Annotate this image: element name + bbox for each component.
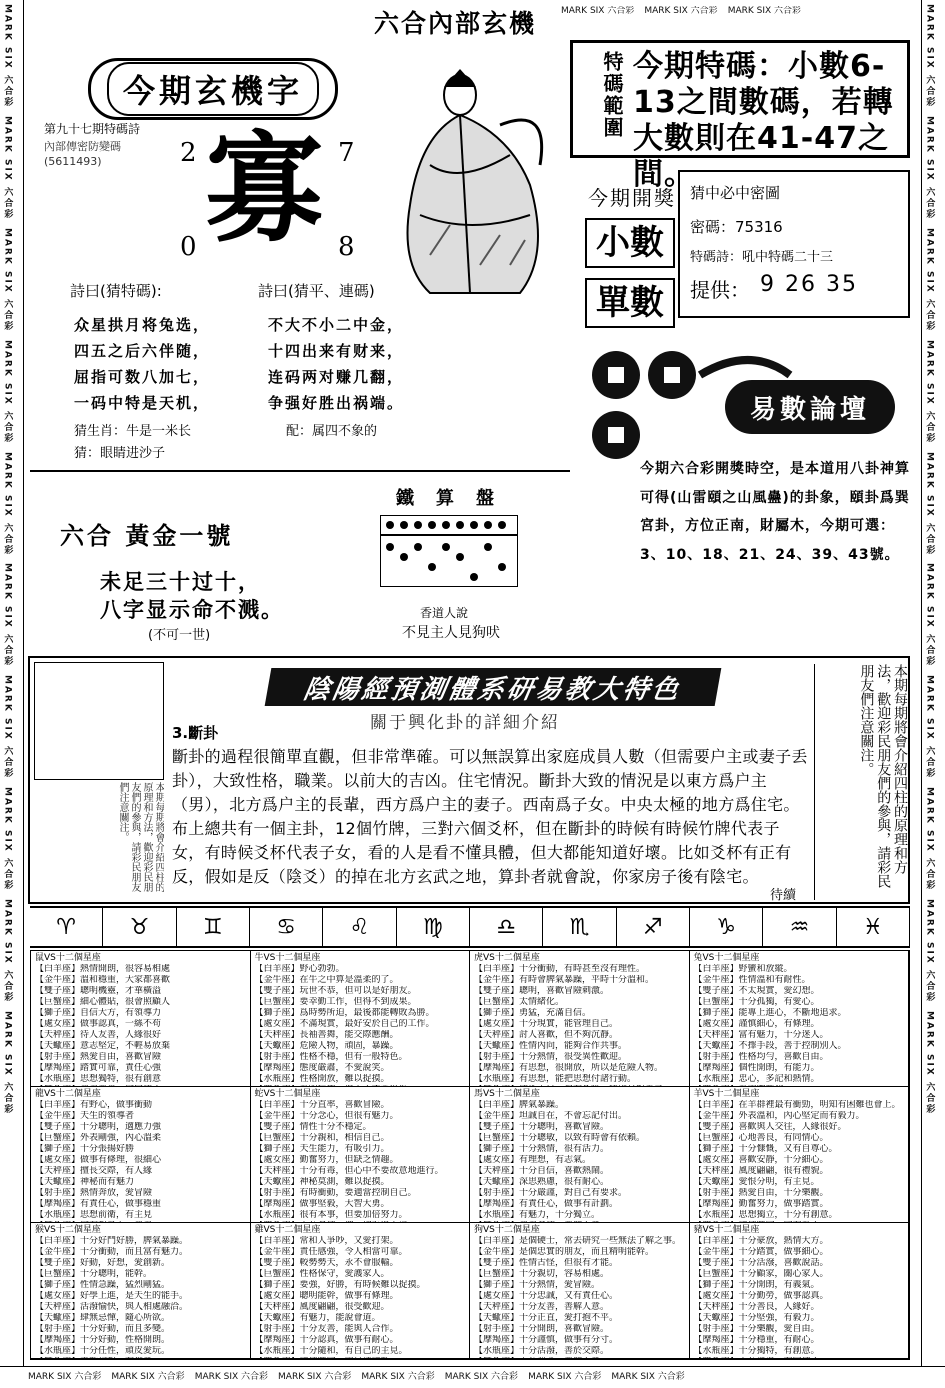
horoscope-line: 【巨蟹座】十分親和，相信自己。 [254, 1132, 390, 1143]
horoscope-cell-title: 虎VS十二個星座 [474, 953, 540, 963]
horoscope-line: 【獅子座】能專上進心，不斷地追求。 [693, 1007, 847, 1018]
horoscope-line: 【雙子座】不太現實，愛幻想。 [693, 985, 820, 996]
horoscope-line: 【巨蟹座】性格保守，愛護家人。 [254, 1268, 390, 1279]
horoscope-line: 【金牛座】十分踏實，做事細心。 [693, 1246, 829, 1257]
horoscope-line: 【天蠍座】神秘莫測，難以捉摸。 [254, 1176, 390, 1187]
horoscope-line: 【巨蟹座】太情緒化。 [474, 996, 565, 1007]
bottom-border: MARK SIX 六合彩 MARK SIX 六合彩 MARK SIX 六合彩 MARK SIX 六合彩 MARK SIX 六合彩 MARK SIX 六合彩 MARK SIX 六合彩 MARK SIX 六合彩 [0, 1366, 945, 1388]
horoscope-cell-title: 牛VS十二個星座 [254, 953, 321, 963]
provide-numbers: 9 26 35 [760, 272, 858, 297]
horoscope-line: 【巨蟹座】要幸勤工作，但得不到成果。 [254, 996, 417, 1007]
horoscope-line: 【射手座】熱愛自由，喜歡冒險 [35, 1051, 162, 1062]
horoscope-line: 【水瓶座】十分獨特，有創意。 [693, 1345, 820, 1356]
horoscope-line: 【射手座】十分開朗，喜歡冒險。 [474, 1323, 610, 1334]
horoscope-line: 【金牛座】責任感強，令人相當可靠。 [254, 1246, 408, 1257]
horoscope-line: 【巨蟹座】十分聰敏，以致有時會有依賴。 [474, 1132, 646, 1143]
horoscope-cell-title: 羊VS十二個星座 [693, 1089, 760, 1099]
horoscope-line: 【白羊座】常和人爭吵，又愛打架。 [254, 1235, 399, 1246]
horoscope-cell [470, 1087, 690, 1223]
horoscope-line: 【獅子座】自信大方，有領導力 [35, 1007, 162, 1018]
abacus-title: 鐵算盤 [396, 488, 516, 509]
horoscope-line: 【天蠍座】神秘而有魅力 [35, 1176, 135, 1187]
horoscope-line: 【金牛座】坦誠自在，不會忘記付出。 [474, 1110, 628, 1121]
horoscope-line: 【水瓶座】十分活潑，善於交際。 [474, 1345, 610, 1356]
horoscope-line: 【白羊座】脾氣暴躁。 [474, 1099, 565, 1110]
horoscope-line: 【射手座】十分嚴謹，對自己有要求。 [474, 1187, 628, 1198]
riddle-badge: 今期玄機字 [88, 58, 338, 120]
horoscope-line: 【金牛座】十分衝動，而且富有魅力。 [35, 1246, 189, 1257]
horoscope-line: 【處女座】十分勤勞，做事認真。 [693, 1290, 829, 1301]
special-range-label: 特碼範圍 [600, 51, 624, 139]
horoscope-line: 【獅子座】十分慷慨，又有自尊心。 [693, 1143, 838, 1154]
gold-line: 未足三十过十， [100, 569, 261, 594]
horoscope-line: 【天秤座】擅長交際，有人緣 [35, 1165, 153, 1176]
horoscope-line: 【白羊座】十分直率，喜歡冒險。 [254, 1099, 390, 1110]
horoscope-line: 【獅子座】十分熱情，很有活力。 [474, 1143, 610, 1154]
poem-line: 不大不小二中金， [268, 316, 405, 334]
horoscope-line: 【射手座】十分熱情，很受異性歡迎。 [474, 1051, 628, 1062]
horoscope-line: 【摩羯座】勤奮努力，做事踏實。 [693, 1198, 829, 1209]
zodiac-icon: ♋ [250, 908, 323, 946]
horoscope-line: 【天蠍座】不擇手段，善于控制別人。 [693, 1040, 847, 1051]
horoscope-line: 【摩羯座】十分認真，做事有耐心。 [254, 1334, 399, 1345]
zodiac-icons-row [30, 906, 910, 948]
article-body: 斷卦的過程很簡單直觀，但非常準確。可以無誤算出家庭成員人數（但需要户主或妻子丢卦），大致性格，職業。以前大的吉凶。住宅情況。斷卦大致的情況是以東方爲户主（男），北方爲户主的長輩，西方爲户主的妻子。西南爲子女。中央太極的地方爲住宅。布上總共有一個主卦，12個竹牌，三對六個爻杯，但在斷卦的時候有時候竹牌代表子女，有時候爻杯代表子女，看的人是看不懂具體，但大都能知道好壞。比如爻杯有正有反，假如是反（陰爻）的掉在北方玄武之地，算卦者就會說，你家房子後有陰宅。 [172, 747, 808, 886]
horoscope-line: 【金牛座】外表溫和，內心堅定而有毅力。 [693, 1110, 865, 1121]
zodiac-icon: ♎ [470, 908, 543, 946]
horoscope-line: 【天蠍座】肆無忌憚，隨心所欲。 [35, 1312, 171, 1323]
special-range-box [570, 40, 910, 192]
special-range-text: 今期特碼：小數6-13之間數碼，若轉大數則在41-47之間。 [633, 49, 894, 192]
horoscope-line: 【天秤座】討人喜歡，但不夠沉靜。 [474, 1029, 619, 1040]
horoscope-line: 【天蠍座】意志堅定，不輕易放棄 [35, 1040, 171, 1051]
horoscope-line: 【摩羯座】做事堅毅，大智大勇。 [254, 1198, 390, 1209]
horoscope-line: 【天蠍座】危險人物，頑固，暴躁。 [254, 1040, 399, 1051]
secret-info-box [678, 170, 910, 318]
zodiac-icon: ♊ [177, 908, 250, 946]
article-banner: 陰陽經預測體系研易教大特色 [265, 668, 722, 706]
zodiac-icon: ♓ [837, 908, 910, 946]
horoscope-line: 【水瓶座】有思想，能把思想付諸行動。 [474, 1073, 637, 1084]
horoscope-line: 【巨蟹座】十分顧家，關心家人。 [693, 1268, 829, 1279]
horoscope-cell-title: 豬VS十二個星座 [693, 1225, 760, 1235]
horoscope-cell [31, 1087, 251, 1223]
horoscope-line: 【金牛座】天生的領導者 [35, 1110, 135, 1121]
horoscope-line: 【獅子座】天生能力，有吸引力。 [254, 1143, 390, 1154]
horoscope-line: 【雙子座】性情古怪，但很有才能。 [474, 1257, 619, 1268]
poem-line: 四五之后六伴随， [74, 342, 211, 360]
provide-label: 提供： [690, 278, 750, 302]
horoscope-cell [690, 1087, 910, 1223]
horoscope-line: 【射手座】性格不穩，但有一般特色。 [254, 1051, 408, 1062]
poem-line: 屈指可数八加七， [74, 368, 211, 386]
yishu-forum-text: 今期六合彩開獎時空，是本道用八卦神算可得(山雷頤之山風蠱)的卦象，頤卦爲巽宮卦，方位正南，財屬木，今期可選：3、10、18、21、24、39、43號。 [640, 461, 910, 564]
poem-title: 第九十七期特碼詩 [44, 122, 141, 136]
horoscope-line: 【摩羯座】十分好動，性格開朗。 [35, 1334, 171, 1345]
horoscope-line: 【白羊座】十分好鬥好勝，脾氣暴躁。 [35, 1235, 189, 1246]
zodiac-icon: ♌ [323, 908, 396, 946]
zodiac-icon: ♈ [30, 908, 103, 946]
horoscope-line: 【水瓶座】很有本事，但要加倍努力。 [254, 1209, 408, 1220]
top-right-border: MARK SIX 六合彩 MARK SIX 六合彩 MARK SIX 六合彩 [561, 6, 921, 24]
zodiac-icon: ♉ [103, 908, 176, 946]
horoscope-line: 【射手座】熱情奔放，愛冒險 [35, 1187, 153, 1198]
horoscope-line: 【摩羯座】態度嚴肅，不愛說笑。 [254, 1062, 390, 1073]
corner-number-tl: 2 [180, 138, 197, 168]
horoscope-line: 【水瓶座】思想獨特，很有創意 [35, 1073, 162, 1084]
horoscope-line: 【白羊座】十分衝動，有時甚至沒有理性。 [474, 963, 646, 974]
info-title: 猜中必中密圖 [690, 184, 781, 202]
horoscope-line: 【巨蟹座】心地善良，有同情心。 [693, 1132, 829, 1143]
yishu-forum-title: 易數論壇 [725, 380, 895, 434]
horoscope-line: 【處女座】十分忠誠，又有責任心。 [474, 1290, 619, 1301]
sage-figure-illustration [400, 65, 560, 295]
horoscope-line: 【天秤座】長袖善舞，能交際應酬。 [254, 1029, 399, 1040]
horoscope-line: 【金牛座】性情溫和有耐性。 [693, 974, 811, 985]
horoscope-line: 【摩羯座】踏實可靠，責任心強 [35, 1062, 162, 1073]
horoscope-line: 【摩羯座】有責任心，做事穩重 [35, 1198, 162, 1209]
horoscope-line: 【白羊座】十分豪放，熱情大方。 [693, 1235, 829, 1246]
horoscope-line: 【獅子座】性情急躁，猛烈剛猛。 [35, 1279, 171, 1290]
horoscope-cell-title: 馬VS十二個星座 [474, 1089, 540, 1099]
horoscope-line: 【白羊座】是個硬士，常去研究一些無法了解之事。 [474, 1235, 682, 1246]
zodiac-hint: 猜生肖：牛是一米长 [74, 424, 192, 439]
horoscope-line: 【雙子座】較勢勢天，永不會服輸。 [254, 1257, 399, 1268]
horoscope-line: 【天蠍座】有魅力，能說會道。 [254, 1312, 381, 1323]
horoscope-line: 【射手座】性格均勻，喜歡自由。 [693, 1051, 829, 1062]
horoscope-grid [30, 950, 910, 1360]
horoscope-line: 【獅子座】十分熱情，愛冒險。 [474, 1279, 601, 1290]
horoscope-line: 【天蠍座】愛恨分明，有主見。 [693, 1176, 820, 1187]
horoscope-line: 【獅子座】十分張揚好勝 [35, 1143, 135, 1154]
horoscope-line: 【摩羯座】有責任心，做事有計劃。 [474, 1198, 619, 1209]
horoscope-line: 【摩羯座】有思想，很開放，所以是危險人物。 [474, 1062, 664, 1073]
horoscope-line: 【天秤座】十分自信，喜歡熱鬧。 [474, 1165, 610, 1176]
horoscope-line: 【巨蟹座】十分孤獨，有愛心。 [693, 996, 820, 1007]
horoscope-cell [470, 951, 690, 1087]
poem-heading-right: 詩曰(猜平、連碼) [258, 282, 375, 300]
horoscope-line: 【巨蟹座】十分聰明，能幹。 [35, 1268, 153, 1279]
horoscope-line: 【處女座】聰明能幹，做事有條理。 [254, 1290, 399, 1301]
horoscope-line: 【獅子座】勇猛，充滿自信。 [474, 1007, 592, 1018]
horoscope-line: 【水瓶座】性格開放，難以捉摸。 [254, 1073, 390, 1084]
zodiac-icon: ♒ [763, 908, 836, 946]
horoscope-line: 【天秤座】風度翩翩，很受歡迎。 [254, 1301, 390, 1312]
draw-title: 今期開獎 [588, 186, 676, 210]
article-subtitle: 關于興化卦的詳細介紹 [370, 713, 560, 733]
horoscope-line: 【水瓶座】思想前衛，有主見 [35, 1209, 153, 1220]
horoscope-line: 【金牛座】在牛之中算是溫柔的了。 [254, 974, 399, 985]
horoscope-line: 【天蠍座】性情內向，能夠合作共事。 [474, 1040, 628, 1051]
abacus-caption: 香道人說 [420, 606, 469, 620]
article-right-text: 本期每期將會介紹四柱的原理和方法，歡迎彩民朋友們的參與，請彩民朋友們注意關注。 [814, 664, 908, 900]
horoscope-cell-title: 狗VS十二個星座 [474, 1225, 540, 1235]
horoscope-line: 【白羊座】野心勃勃。 [254, 963, 345, 974]
horoscope-cell-title: 龍VS十二個星座 [35, 1089, 101, 1099]
horoscope-line: 【摩羯座】十分穩重，有耐心。 [693, 1334, 820, 1345]
horoscope-line: 【金牛座】有時會脾氣暴躁，平時十分溫和。 [474, 974, 655, 985]
horoscope-line: 【處女座】有理想，有志氣。 [474, 1154, 592, 1165]
horoscope-line: 【水瓶座】十分任性，頑皮愛玩。 [35, 1345, 171, 1356]
horoscope-line: 【天蠍座】十分正直，愛打抱不平。 [474, 1312, 619, 1323]
horoscope-cell [251, 1223, 471, 1359]
horoscope-line: 【摩羯座】個性開朗，有能力。 [693, 1062, 820, 1073]
horoscope-line: 【處女座】喜歡安靜，十分細心。 [693, 1154, 829, 1165]
horoscope-line: 【雙子座】十分聰明，適應力強 [35, 1121, 162, 1132]
horoscope-cell-title: 兔VS十二個星座 [693, 953, 760, 963]
horoscope-line: 【獅子座】爲時勢所迫，最後都能轉敗為勝。 [254, 1007, 435, 1018]
horoscope-line: 【射手座】十分好動，而且多變。 [35, 1323, 171, 1334]
match-hint: 配：属四不象的 [286, 424, 378, 439]
horoscope-cell [251, 1087, 471, 1223]
horoscope-line [35, 1357, 246, 1359]
horoscope-cell-title: 猴VS十二個星座 [35, 1225, 101, 1235]
horoscope-line: 【摩羯座】十分謹慎，做事有分寸。 [474, 1334, 619, 1345]
abacus-illustration [380, 515, 518, 587]
horoscope-line: 【處女座】不滿現實，最好安於自己的工作。 [254, 1018, 435, 1029]
horoscope-line: 【處女座】做事有條理，很細心 [35, 1154, 162, 1165]
horoscope-cell [690, 951, 910, 1087]
horoscope-line: 【天秤座】活潑愉快，與人相處融洽。 [35, 1301, 189, 1312]
poem-note: 內部傳密防變碼 [44, 140, 121, 153]
poem-line: 连码两对赚几翻， [268, 368, 405, 386]
horoscope-line: 【白羊座】在羊群裡最有衝勁，明知有困難也會上。 [693, 1099, 901, 1110]
riddle-character: 寡 [205, 119, 324, 258]
horoscope-line: 【處女座】勤奮努力，但缺乏情趣。 [254, 1154, 399, 1165]
horoscope-line: 【雙子座】聰明，喜歡冒險刺激。 [474, 985, 610, 996]
horoscope-cell [470, 1223, 690, 1359]
page-title: 六合內部玄機 [373, 9, 536, 38]
article-continued: 待續 [770, 888, 797, 903]
zodiac-icon: ♐ [617, 908, 690, 946]
horoscope-line: 【金牛座】是個忠實的朋友，而且精明能幹。 [474, 1246, 655, 1257]
horoscope-cell-title: 雞VS十二個星座 [254, 1225, 321, 1235]
horoscope-line: 【獅子座】要強，好勝，有時候難以捉摸。 [254, 1279, 426, 1290]
corner-number-br: 8 [338, 232, 355, 262]
draw-result-odd: 單數 [585, 278, 675, 328]
article-side-text: 本期每期將會介紹四柱的原理和方法，歡迎彩民朋友們的參與，請彩民朋友們注意關注。 [117, 782, 164, 892]
zodiac-hint: 猜：眼睛进沙子 [74, 446, 166, 461]
divider [30, 470, 570, 472]
horoscope-line: 【天秤座】待人友善，人緣很好 [35, 1029, 162, 1040]
horoscope-line: 【處女座】謹慎細心，有條理。 [693, 1018, 820, 1029]
horoscope-line: 【射手座】有時衝動，要適當控制自己。 [254, 1187, 417, 1198]
horoscope-line: 【水瓶座】十分隨和，有自己的主見。 [254, 1345, 408, 1356]
poem-line: 十四出来有财来， [268, 342, 405, 360]
horoscope-line: 【射手座】十分友善，能與人合作。 [254, 1323, 399, 1334]
horoscope-cell [31, 951, 251, 1087]
left-border: MARK SIX 六合彩 MARK SIX 六合彩 MARK SIX 六合彩 MARK SIX 六合彩 MARK SIX 六合彩 MARK SIX 六合彩 MARK SIX 六合彩 MARK SIX 六合彩 MARK SIX 六合彩 MARK SIX 六合彩 [0, 0, 24, 1388]
horoscope-line: 【水瓶座】有魅力，十分獨立。 [474, 1209, 601, 1220]
horoscope-line [474, 1357, 685, 1359]
horoscope-line: 【射手座】十分樂觀，愛自由。 [693, 1323, 820, 1334]
horoscope-line: 【雙子座】情性十分不穩定。 [254, 1121, 372, 1132]
horoscope-line: 【白羊座】野蠻和放縱。 [693, 963, 793, 974]
zodiac-icon: ♑ [690, 908, 763, 946]
poem-heading-left: 詩曰(猜特碼): [70, 282, 162, 300]
left-border-text: MARK SIX 六合彩 [2, 4, 13, 108]
zodiac-icon: ♍ [397, 908, 470, 946]
horoscope-line: 【巨蟹座】外表剛強，內心溫柔 [35, 1132, 162, 1143]
horoscope-line: 【天秤座】十分有毒，但心中不要故意地進行。 [254, 1165, 444, 1176]
horoscope-line: 【金牛座】溫和穩重，大家都喜歡 [35, 974, 171, 985]
horoscope-cell [690, 1223, 910, 1359]
corner-number-tr: 7 [338, 138, 355, 168]
horoscope-line: 【雙子座】好動，好想，愛創新。 [35, 1257, 171, 1268]
horoscope-line: 【雙子座】十分聰明，喜歡冒險。 [474, 1121, 610, 1132]
horoscope-line: 【天秤座】富有魅力，十分迷人。 [693, 1029, 829, 1040]
article-illustration [34, 662, 164, 780]
horoscope-line: 【雙子座】聰明機靈，才華橫溢 [35, 985, 162, 996]
poem-line: 争强好胜出祸端。 [268, 394, 405, 412]
horoscope-line: 【天蠍座】深思熟慮，很有耐心。 [474, 1176, 610, 1187]
article-section-label: 3.斷卦 [172, 724, 219, 742]
zodiac-icon: ♏ [543, 908, 616, 946]
horoscope-cell [251, 951, 471, 1087]
right-border: MARK SIX 六合彩 MARK SIX 六合彩 MARK SIX 六合彩 MARK SIX 六合彩 MARK SIX 六合彩 MARK SIX 六合彩 MARK SIX 六合彩 MARK SIX 六合彩 MARK SIX 六合彩 MARK SIX 六合彩 [921, 0, 945, 1388]
horoscope-line: 【天秤座】風度翩翩，很有禮貌。 [693, 1165, 829, 1176]
horoscope-line: 【白羊座】有野心，做事衝動 [35, 1099, 153, 1110]
horoscope-line: 【獅子座】十分開朗，有義氣。 [693, 1279, 820, 1290]
horoscope-line: 【天蠍座】十分堅強，有毅力。 [693, 1312, 820, 1323]
poem-line: 一码中特是天机， [74, 394, 211, 412]
right-border-text: MARK SIX 六合彩 [924, 4, 935, 108]
horoscope-line: 【處女座】十分現實，能管理自己。 [474, 1018, 619, 1029]
password: 密碼：75316 [690, 218, 783, 236]
horoscope-line: 【白羊座】熱情開朗，很容易相處 [35, 963, 171, 974]
horoscope-cell-title: 蛇VS十二個星座 [254, 1089, 321, 1099]
horoscope-line [694, 1357, 905, 1359]
horoscope-line: 【天秤座】十分友善，善解人意。 [474, 1301, 610, 1312]
gold-title: 六合 黃金一號 [60, 522, 234, 550]
horoscope-line: 【雙子座】喜歡與人交往，人緣很好。 [693, 1121, 847, 1132]
horoscope-line: 【巨蟹座】細心體貼，很會照顧人 [35, 996, 171, 1007]
horoscope-line: 【水瓶座】忠心，多記和熱情。 [693, 1073, 820, 1084]
horoscope-line: 【金牛座】十分念心，但很有魅力。 [254, 1110, 399, 1121]
gold-hint: (不可一世) [148, 628, 211, 643]
poem-code: (5611493) [44, 155, 102, 168]
abacus-riddle: 不見主人見狗吠 [402, 625, 500, 641]
horoscope-line: 【巨蟹座】十分親切，容易相處。 [474, 1268, 610, 1279]
horoscope-cell [31, 1223, 251, 1359]
horoscope-line: 【處女座】做事認真，一絲不苟 [35, 1018, 162, 1029]
horoscope-line: 【水瓶座】思想獨立，十分有創意。 [693, 1209, 838, 1220]
horoscope-line: 【雙子座】玩世不恭，但可以是好朋友。 [254, 985, 417, 996]
horoscope-line: 【天秤座】十分善良，人緣好。 [693, 1301, 820, 1312]
horoscope-line: 【雙子座】十分活潑，喜歡說話。 [693, 1257, 829, 1268]
horoscope-line [255, 1357, 466, 1359]
horoscope-cell-title: 鼠VS十二個星座 [35, 953, 101, 963]
horoscope-line: 【射手座】熱愛自由，十分樂觀。 [693, 1187, 829, 1198]
special-poem: 特碼詩：吼中特碼二十三 [690, 250, 834, 265]
horoscope-line: 【處女座】好學上進，是天生的能手。 [35, 1290, 189, 1301]
corner-number-bl: 0 [180, 232, 197, 262]
gold-line: 八字显示命不溅。 [100, 597, 284, 622]
draw-result-small: 小數 [585, 218, 675, 268]
poem-line: 众星拱月将兔选， [74, 316, 211, 334]
